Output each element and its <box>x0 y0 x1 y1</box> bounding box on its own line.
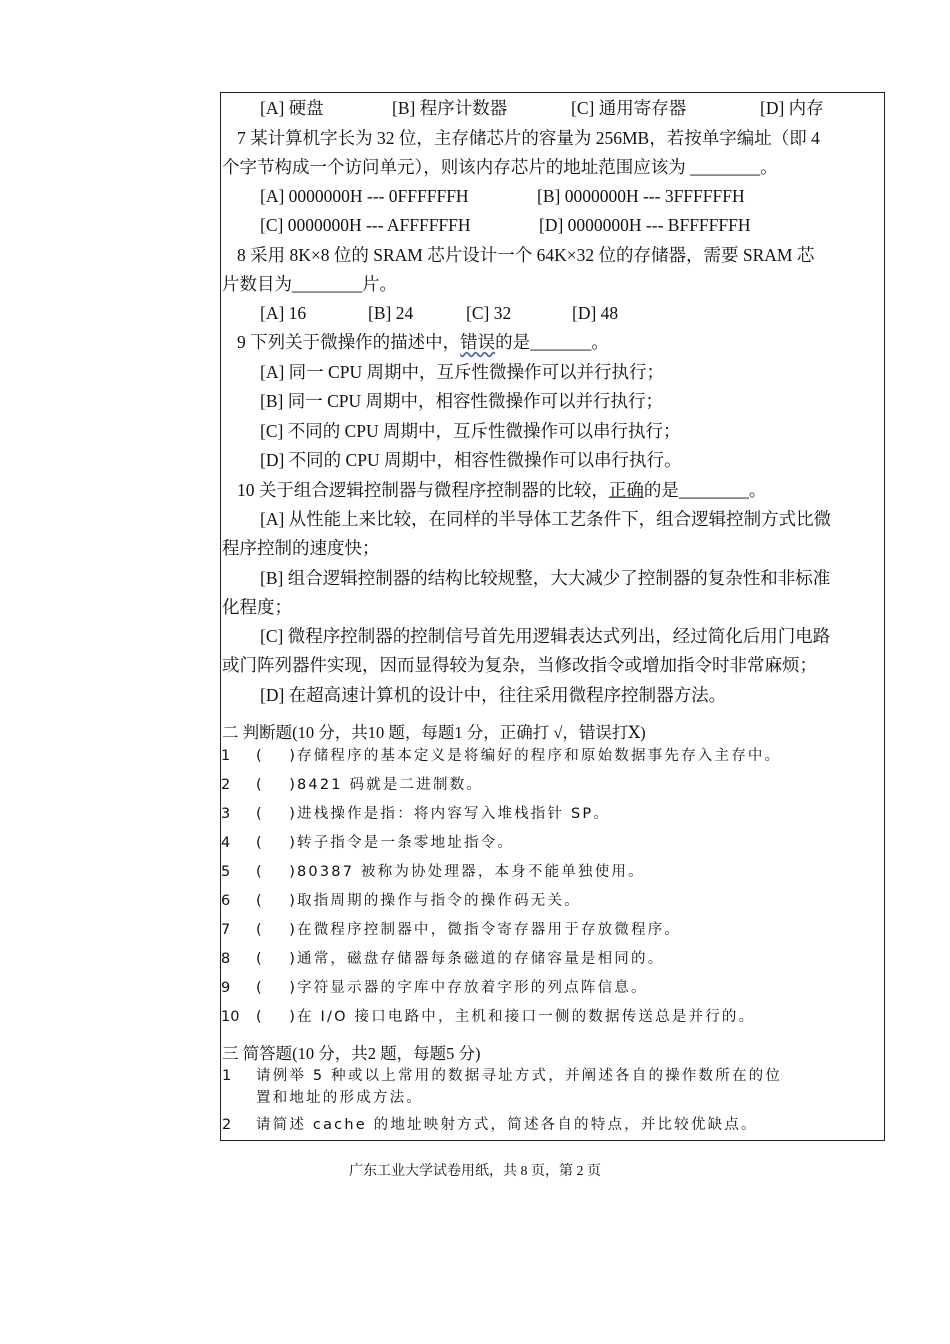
judgement-number: 10 <box>221 1009 240 1025</box>
answer-blank[interactable]: ( ) <box>256 893 295 909</box>
q7-option-b: [B] 0000000H --- 3FFFFFFH <box>537 186 745 206</box>
q6-option-c: [C] 通用寄存器 <box>571 98 687 118</box>
judgement-number: 4 <box>221 835 231 851</box>
answer-blank[interactable]: ( ) <box>256 748 295 764</box>
answer-blank[interactable]: ( ) <box>256 980 295 996</box>
judgement-text: 在微程序控制器中，微指令寄存器用于存放微程序。 <box>297 922 682 938</box>
q7-option-c: [C] 0000000H --- AFFFFFFH <box>260 215 471 235</box>
judgement-text: 字符显示器的字库中存放着字形的列点阵信息。 <box>297 980 648 996</box>
q7-stem-line1: 7 某计算机字长为 32 位，主存储芯片的容量为 256MB，若按单字编址（即 4 <box>237 128 820 148</box>
q8-option-a: [A] 16 <box>260 303 307 323</box>
q7-option-d: [D] 0000000H --- BFFFFFFH <box>539 215 751 235</box>
answer-blank[interactable]: ( ) <box>256 922 295 938</box>
answer-blank[interactable]: ( ) <box>256 777 295 793</box>
q10-stem: 10 关于组合逻辑控制器与微程序控制器的比较，正确的是________。 <box>237 480 767 500</box>
judgement-text: 转子指令是一条零地址指令。 <box>297 835 515 851</box>
page-footer: 广东工业大学试卷用纸，共 8 页，第 2 页 <box>349 1164 601 1179</box>
q9-option-b: [B] 同一 CPU 周期中，相容性微操作可以并行执行； <box>260 391 663 411</box>
judgement-number: 3 <box>221 806 231 822</box>
judgement-text: 80387 被称为协处理器，本身不能单独使用。 <box>297 864 645 880</box>
section2-heading: 二 判断题(10 分，共10 题，每题1 分，正确打 √，错误打Ⅹ) <box>222 723 646 742</box>
q10-option-b-line1: [B] 组合逻辑控制器的结构比较规整，大大减少了控制器的复杂性和非标准 <box>260 568 831 588</box>
answer-blank[interactable]: ( ) <box>256 806 295 822</box>
q6-option-a: [A] 硬盘 <box>260 98 324 118</box>
judgement-text: 8421 码就是二进制数。 <box>297 777 484 793</box>
answer-blank[interactable]: ( ) <box>256 864 295 880</box>
section3-q1-line1: 请例举 5 种或以上常用的数据寻址方式，并阐述各自的操作数所在的位 <box>256 1068 783 1084</box>
q9-emphasis: 错误 <box>460 332 496 352</box>
judgement-number: 7 <box>221 922 231 938</box>
q7-option-a: [A] 0000000H --- 0FFFFFFH <box>260 186 469 206</box>
q10-option-b-line2: 化程度； <box>222 597 292 617</box>
answer-blank[interactable]: ( ) <box>256 1009 295 1025</box>
q10-option-c-line2: 或门阵列器件实现，因而显得较为复杂，当修改指令或增加指令时非常麻烦； <box>222 655 817 675</box>
q6-option-d: [D] 内存 <box>760 98 824 118</box>
judgement-text: 通常，磁盘存储器每条磁道的存储容量是相同的。 <box>297 951 665 967</box>
q10-option-a-line2: 程序控制的速度快； <box>222 538 380 558</box>
q10-option-a-line1: [A] 从性能上来比较，在同样的半导体工艺条件下，组合逻辑控制方式比微 <box>260 509 832 529</box>
q7-stem-line2: 个字节构成一个访问单元），则该内存芯片的地址范围应该为 ________。 <box>222 157 778 177</box>
q9-option-c: [C] 不同的 CPU 周期中，互斥性微操作可以串行执行； <box>260 421 681 441</box>
judgement-number: 5 <box>221 864 231 880</box>
q8-stem-line2: 片数目为________片。 <box>222 274 397 294</box>
q9-option-d: [D] 不同的 CPU 周期中，相容性微操作可以串行执行。 <box>260 450 682 470</box>
judgement-number: 2 <box>221 777 231 793</box>
q10-emphasis: 正确 <box>608 480 644 500</box>
answer-blank[interactable]: ( ) <box>256 835 295 851</box>
judgement-text: 在 I/O 接口电路中，主机和接口一侧的数据传送总是并行的。 <box>297 1009 756 1025</box>
judgement-number: 8 <box>221 951 231 967</box>
q6-option-b: [B] 程序计数器 <box>392 98 508 118</box>
section3-q2-number: 2 <box>222 1117 232 1133</box>
judgement-number: 1 <box>221 748 231 764</box>
q8-option-b: [B] 24 <box>368 303 414 323</box>
section3-q1-number: 1 <box>222 1068 232 1084</box>
q8-option-d: [D] 48 <box>572 303 619 323</box>
section3-q2-line1: 请简述 cache 的地址映射方式，简述各自的特点，并比较优缺点。 <box>256 1117 758 1133</box>
q9-option-a: [A] 同一 CPU 周期中，互斥性微操作可以并行执行； <box>260 362 664 382</box>
q9-stem: 9 下列关于微操作的描述中，错误的是_______。 <box>237 332 609 352</box>
section3-q1-line2: 置和地址的形成方法。 <box>256 1090 423 1106</box>
section3-heading: 三 简答题(10 分，共2 题，每题5 分) <box>222 1044 481 1063</box>
q8-stem-line1: 8 采用 8K×8 位的 SRAM 芯片设计一个 64K×32 位的存储器，需要 SRAM 芯 <box>237 245 815 265</box>
judgement-text: 存储程序的基本定义是将编好的程序和原始数据事先存入主存中。 <box>297 748 782 764</box>
q8-option-c: [C] 32 <box>466 303 512 323</box>
q10-option-c-line1: [C] 微程序控制器的控制信号首先用逻辑表达式列出，经过简化后用门电路 <box>260 626 831 646</box>
judgement-number: 9 <box>221 980 231 996</box>
q10-option-d-line1: [D] 在超高速计算机的设计中，往往采用微程序控制器方法。 <box>260 685 727 705</box>
judgement-number: 6 <box>221 893 231 909</box>
judgement-text: 进栈操作是指：将内容写入堆栈指针 SP。 <box>297 806 611 822</box>
judgement-text: 取指周期的操作与指令的操作码无关。 <box>297 893 581 909</box>
answer-blank[interactable]: ( ) <box>256 951 295 967</box>
